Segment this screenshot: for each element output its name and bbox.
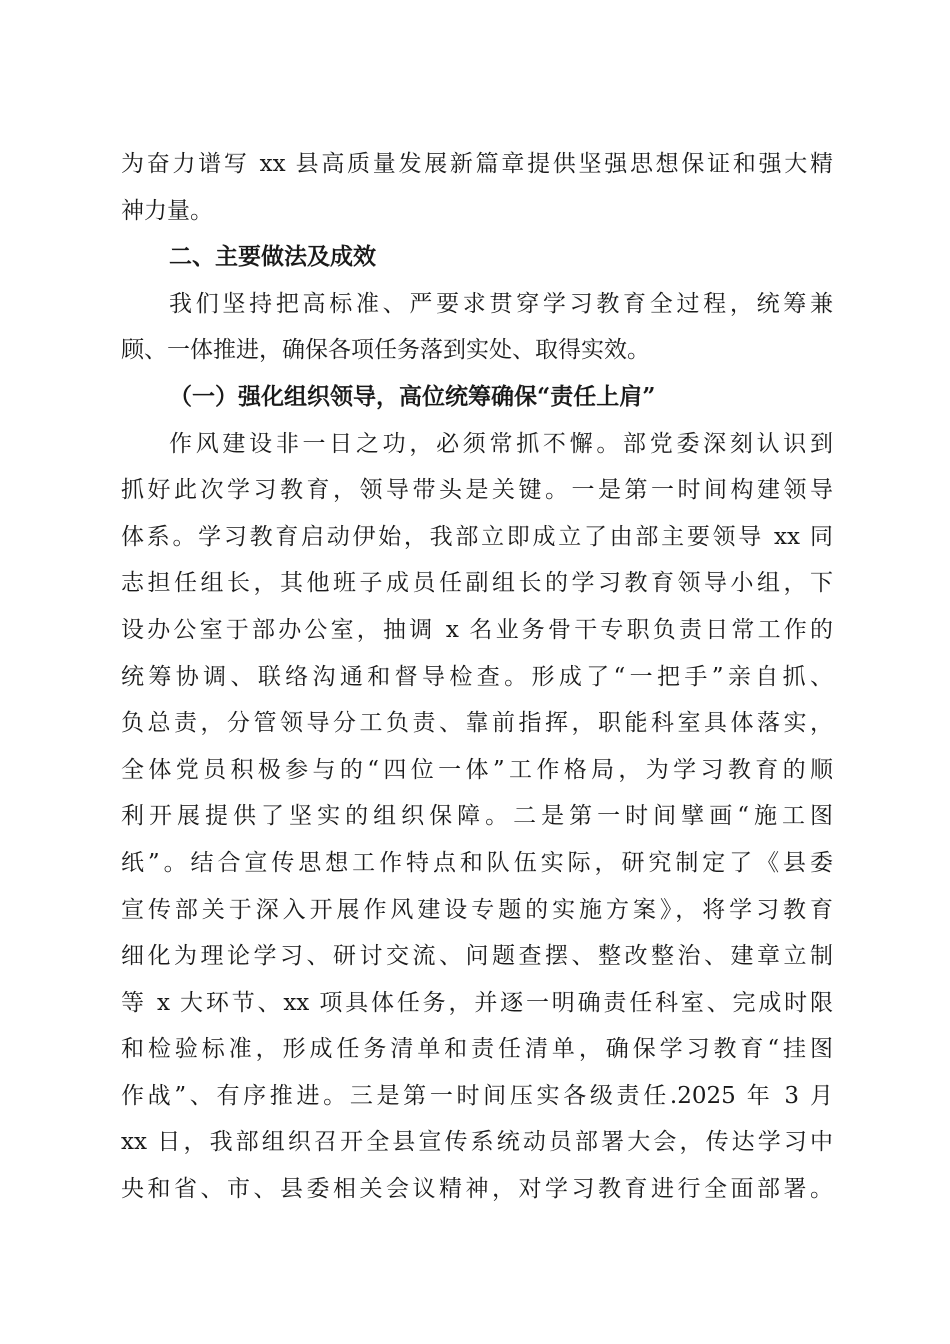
- paragraph-first-line: 我们坚持把高标准、严要求贯穿学习教育全过程，统筹兼: [169, 290, 833, 317]
- body-text-line: 为奋力谱写 xx 县高质量发展新篇章提供坚强思想保证和强大精: [121, 151, 833, 177]
- body-text-line: 体系。学习教育启动伊始，我部立即成立了由部主要领导 xx 同: [121, 523, 833, 550]
- body-text-line: 利开展提供了坚实的组织保障。二是第一时间擘画“施工图: [121, 803, 833, 830]
- body-text-line: 统筹协调、联络沟通和督导检查。形成了“一把手”亲自抓、: [121, 663, 833, 690]
- body-text-line: 志担任组长，其他班子成员任副组长的学习教育领导小组，下: [121, 570, 833, 597]
- body-text-line: 设办公室于部办公室，抽调 x 名业务骨干专职负责日常工作的: [121, 616, 833, 643]
- body-text-line: 等 x 大环节、xx 项具体任务，并逐一明确责任科室、完成时限: [121, 989, 833, 1016]
- body-text-line: 全体党员积极参与的“四位一体”工作格局，为学习教育的顺: [121, 756, 833, 783]
- body-text-line: 神力量。: [121, 197, 213, 224]
- body-text-line: 顾、一体推进，确保各项任务落到实处、取得实效。: [121, 337, 650, 364]
- body-text-line: 细化为理论学习、研讨交流、问题查摆、整改整治、建章立制: [121, 943, 833, 970]
- subsection-heading: （一）强化组织领导，高位统筹确保“责任上肩”: [169, 382, 656, 410]
- paragraph-first-line: 作风建设非一日之功，必须常抓不懈。部党委深刻认识到: [169, 430, 833, 457]
- document-page: [121, 141, 833, 1213]
- body-text-line: xx 日，我部组织召开全县宣传系统动员部署大会，传达学习中: [121, 1129, 833, 1156]
- body-text-line: 央和省、市、县委相关会议精神，对学习教育进行全面部署。: [121, 1176, 833, 1203]
- body-text-line: 作战”、有序推进。三是第一时间压实各级责任.2025 年 3 月: [121, 1082, 833, 1109]
- body-text-line: 和检验标准，形成任务清单和责任清单，确保学习教育“挂图: [121, 1036, 833, 1063]
- body-text-line: 负总责，分管领导分工负责、靠前指挥，职能科室具体落实，: [121, 710, 833, 737]
- body-text-line: 纸”。结合宣传思想工作特点和队伍实际，研究制定了《县委: [121, 849, 833, 876]
- body-text-line: 抓好此次学习教育，领导带头是关键。一是第一时间构建领导: [121, 477, 833, 504]
- section-heading: 二、主要做法及成效: [169, 244, 376, 271]
- body-text-line: 宣传部关于深入开展作风建设专题的实施方案》，将学习教育: [121, 896, 833, 923]
